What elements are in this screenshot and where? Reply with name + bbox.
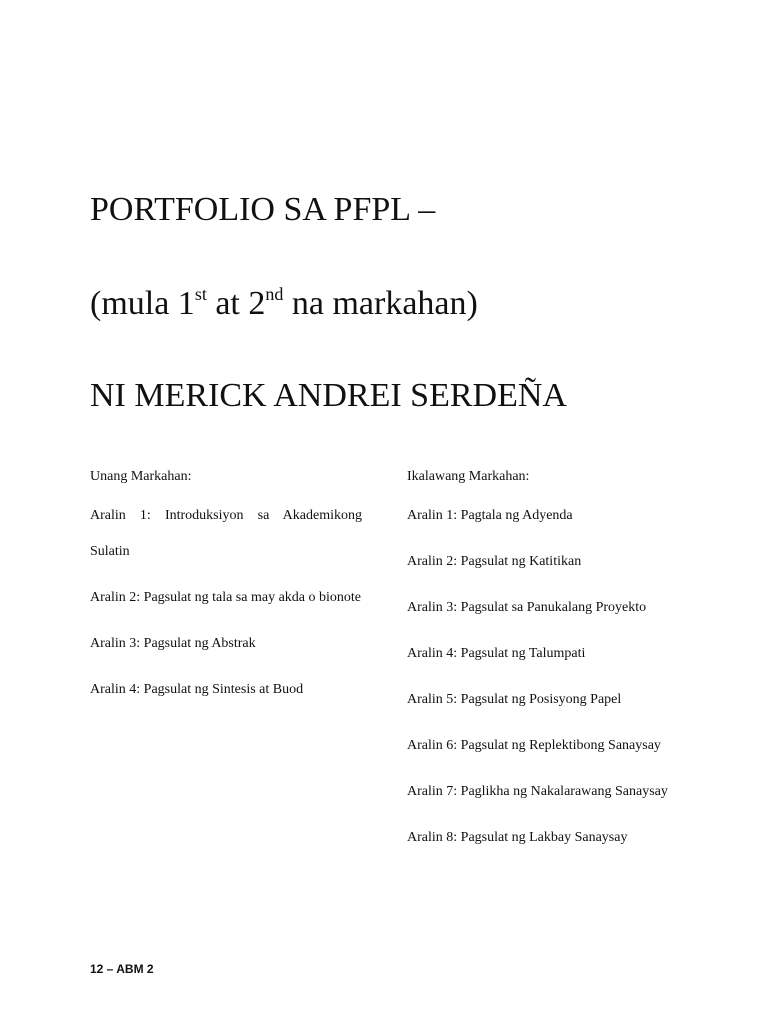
title-line-2-middle: at 2 xyxy=(206,285,266,322)
second-quarter-lesson-6: Aralin 6: Pagsulat ng Replektibong Sanaysay xyxy=(407,738,661,753)
title-superscript-st: st xyxy=(194,284,207,304)
second-quarter-column xyxy=(407,466,678,866)
first-quarter-lesson-3: Aralin 3: Pagsulat ng Abstrak xyxy=(90,636,256,651)
page-footer: 12 – ABM 2 xyxy=(90,962,154,976)
second-quarter-lesson-7: Aralin 7: Paglikha ng Nakalarawang Sanaysay xyxy=(407,784,668,799)
title-superscript-nd: nd xyxy=(265,284,284,304)
title-line-2-suffix: na markahan) xyxy=(283,285,478,322)
first-quarter-column xyxy=(90,466,362,718)
second-quarter-lesson-5: Aralin 5: Pagsulat ng Posisyong Papel xyxy=(407,692,622,707)
second-quarter-lesson-1: Aralin 1: Pagtala ng Adyenda xyxy=(407,508,573,523)
second-quarter-lesson-4: Aralin 4: Pagsulat ng Talumpati xyxy=(407,646,586,661)
first-quarter-lesson-4: Aralin 4: Pagsulat ng Sintesis at Buod xyxy=(90,682,304,697)
title-line-2-prefix: (mula 1 xyxy=(90,285,195,322)
title-line-3: NI MERICK ANDREI SERDEÑA xyxy=(90,377,567,414)
second-quarter-lesson-8: Aralin 8: Pagsulat ng Lakbay Sanaysay xyxy=(407,830,628,845)
second-quarter-heading: Ikalawang Markahan: xyxy=(407,469,530,484)
second-quarter-lesson-3: Aralin 3: Pagsulat sa Panukalang Proyekto xyxy=(407,600,647,615)
title-line-1: PORTFOLIO SA PFPL – xyxy=(90,191,436,228)
first-quarter-lesson-1: Aralin 1: Introduksiyon sa Akademikong Sulatin xyxy=(90,508,362,559)
title-line-2 xyxy=(90,284,478,324)
first-quarter-heading: Unang Markahan: xyxy=(90,469,192,484)
second-quarter-lesson-2: Aralin 2: Pagsulat ng Katitikan xyxy=(407,554,582,569)
first-quarter-lesson-2: Aralin 2: Pagsulat ng tala sa may akda o bionote xyxy=(90,590,361,605)
